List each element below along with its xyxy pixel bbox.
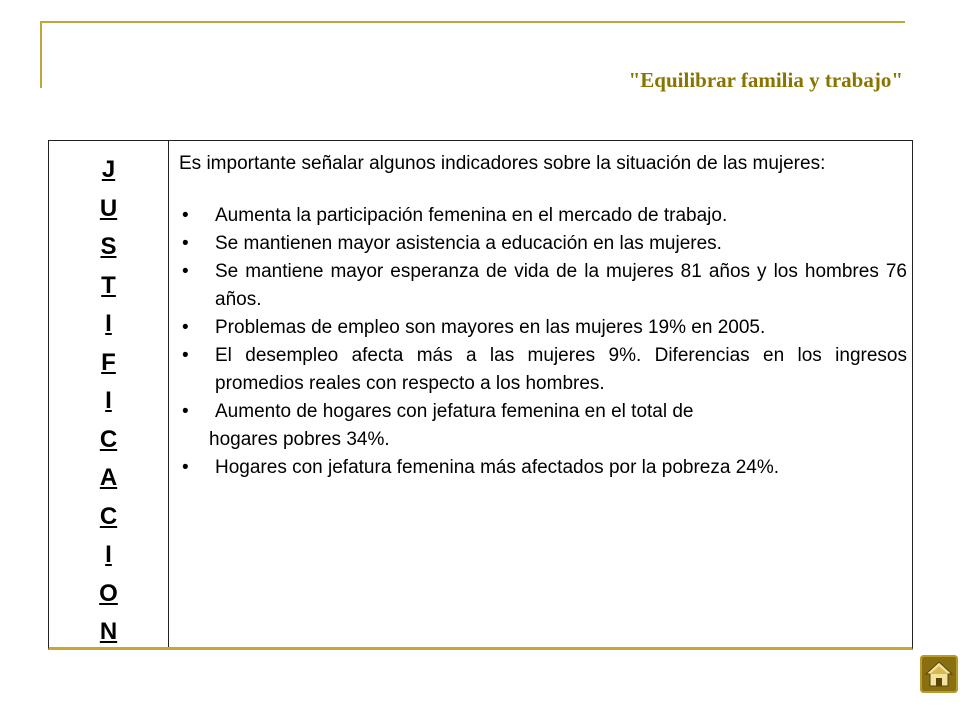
bullet-item	[179, 314, 907, 342]
content-cell	[179, 150, 907, 482]
side-letter: F	[101, 348, 116, 376]
bullet-text: Hogares con jefatura femenina más afectados por la pobreza 24%.	[215, 457, 779, 478]
bullet-item	[179, 398, 907, 426]
side-letter: I	[105, 541, 112, 568]
bullet-text: Aumenta la participación femenina en el mercado de trabajo.	[215, 205, 728, 226]
bullet-text: Se mantiene mayor esperanza de vida de la mujeres 81 años y los hombres 76 años.	[215, 261, 907, 310]
side-letter: T	[101, 271, 116, 299]
side-letter: N	[99, 618, 118, 645]
bullet-marker: •	[182, 401, 189, 422]
bullet-marker: •	[182, 261, 189, 282]
bullet-marker: •	[182, 205, 189, 226]
vertical-heading	[49, 151, 168, 652]
side-letter: C	[99, 502, 118, 530]
bullet-text: El desempleo afecta más a las mujeres 9%. Diferencias en los ingresos promedios reales con respecto a los hombres.	[215, 345, 907, 394]
slide-title: "Equilibrar familia y trabajo"	[628, 68, 903, 92]
side-letter: O	[99, 579, 118, 607]
side-letter: S	[100, 233, 117, 260]
side-letter: J	[101, 156, 116, 183]
intro-paragraph: Es importante señalar algunos indicadores sobre la situación de las mujeres:	[179, 153, 826, 174]
side-letter: I	[105, 387, 112, 414]
bullet-marker: •	[182, 345, 189, 366]
bullet-marker: •	[182, 457, 189, 478]
bullet-text: Se mantienen mayor asistencia a educación en las mujeres.	[215, 233, 722, 254]
bullet-marker: •	[182, 317, 189, 338]
frame-left-line	[40, 21, 42, 88]
home-button[interactable]	[920, 655, 958, 693]
bullet-item	[179, 454, 907, 482]
side-letter: A	[99, 464, 118, 491]
bullet-marker: •	[182, 233, 189, 254]
side-letter: C	[99, 425, 118, 453]
frame-top-line	[40, 21, 905, 23]
bullet-text: Aumento de hogares con jefatura femenina en el total de	[215, 401, 694, 422]
bullet-item	[179, 230, 907, 258]
bullet-item	[179, 342, 907, 398]
bullet-continuation: hogares pobres 34%.	[209, 429, 390, 450]
side-letter: U	[99, 194, 118, 222]
side-letter: I	[105, 310, 112, 337]
bullet-item	[179, 258, 907, 314]
side-label-cell	[49, 141, 169, 647]
content-table	[48, 140, 913, 650]
bullet-text: Problemas de empleo son mayores en las mujeres 19% en 2005.	[215, 317, 766, 338]
bullet-item	[179, 202, 907, 230]
home-icon	[924, 659, 954, 689]
